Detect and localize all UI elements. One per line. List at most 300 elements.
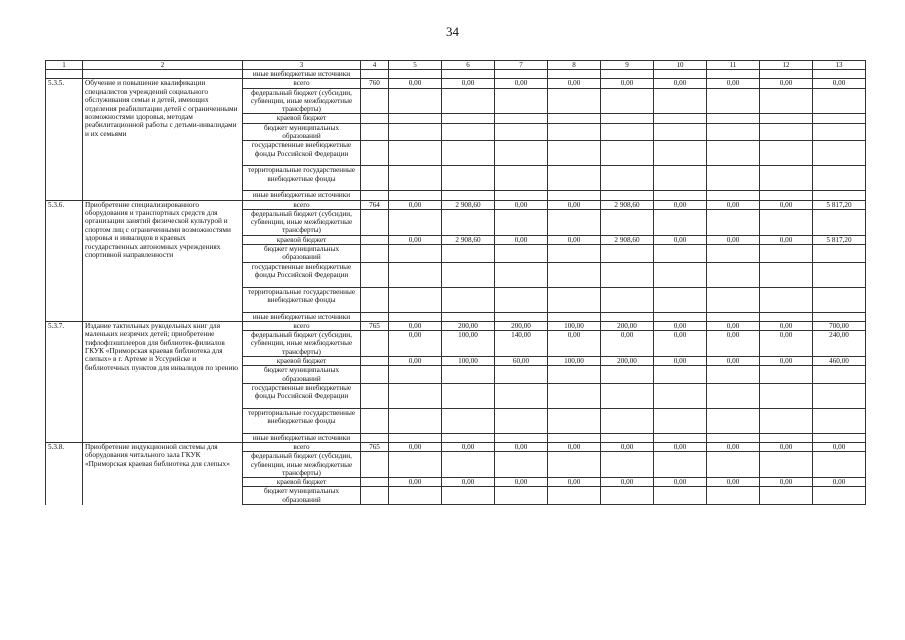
value-cell	[495, 191, 548, 200]
budget-table	[45, 60, 866, 505]
header-cell: 10	[654, 61, 707, 70]
row-code-col4	[361, 114, 389, 123]
value-cell	[813, 262, 866, 287]
value-cell	[760, 366, 813, 384]
value-cell: 0,00	[707, 321, 760, 330]
value-cell	[389, 141, 442, 166]
funding-source: бюджет муниципальных образований	[243, 487, 361, 505]
row-code-col4	[361, 141, 389, 166]
value-cell	[654, 88, 707, 114]
value-cell	[389, 262, 442, 287]
value-cell	[442, 166, 495, 191]
value-cell	[495, 262, 548, 287]
header-cell: 11	[707, 61, 760, 70]
value-cell: 0,00	[389, 321, 442, 330]
value-cell: 0,00	[654, 200, 707, 209]
funding-source: всего	[243, 200, 361, 209]
value-cell	[760, 123, 813, 141]
value-cell	[601, 433, 654, 442]
value-cell: 0,00	[760, 478, 813, 487]
value-cell	[654, 433, 707, 442]
value-cell	[548, 244, 601, 262]
value-cell	[601, 452, 654, 478]
value-cell	[548, 114, 601, 123]
value-cell	[760, 141, 813, 166]
value-cell	[707, 312, 760, 321]
value-cell	[654, 452, 707, 478]
value-cell	[601, 262, 654, 287]
value-cell: 0,00	[389, 478, 442, 487]
funding-source: иные внебюджетные источники	[243, 70, 361, 79]
funding-source: государственные внебюджетные фонды Российской Федерации	[243, 141, 361, 166]
value-cell	[813, 123, 866, 141]
header-cell: 6	[442, 61, 495, 70]
value-cell	[707, 166, 760, 191]
value-cell	[495, 287, 548, 312]
value-cell	[707, 88, 760, 114]
value-cell: 0,00	[495, 443, 548, 452]
value-cell	[389, 114, 442, 123]
value-cell	[760, 262, 813, 287]
row-code: 5.3.6.	[46, 200, 83, 321]
value-cell	[442, 209, 495, 235]
value-cell	[442, 141, 495, 166]
value-cell	[389, 487, 442, 505]
row-code-col4	[361, 191, 389, 200]
value-cell: 0,00	[389, 331, 442, 357]
funding-source: федеральный бюджет (субсидии, субвенции, иные межбюджетные трансферты)	[243, 88, 361, 114]
value-cell	[389, 166, 442, 191]
value-cell	[707, 383, 760, 408]
value-cell: 0,00	[813, 478, 866, 487]
value-cell: 0,00	[760, 443, 813, 452]
value-cell	[813, 141, 866, 166]
value-cell: 0,00	[654, 331, 707, 357]
value-cell	[389, 191, 442, 200]
value-cell	[813, 383, 866, 408]
row-code-col4: 765	[361, 443, 389, 452]
value-cell: 0,00	[760, 79, 813, 88]
value-cell: 0,00	[813, 79, 866, 88]
value-cell	[442, 244, 495, 262]
row-code: 5.3.7.	[46, 321, 83, 442]
funding-source: краевой бюджет	[243, 356, 361, 365]
value-cell	[548, 433, 601, 442]
value-cell	[389, 433, 442, 442]
value-cell	[495, 244, 548, 262]
value-cell	[760, 433, 813, 442]
value-cell: 0,00	[654, 235, 707, 244]
value-cell	[548, 209, 601, 235]
header-cell: 2	[83, 61, 243, 70]
value-cell	[654, 123, 707, 141]
value-cell: 0,00	[760, 200, 813, 209]
value-cell	[548, 312, 601, 321]
value-cell	[760, 383, 813, 408]
funding-source: всего	[243, 443, 361, 452]
row-code-col4: 764	[361, 200, 389, 209]
value-cell: 0,00	[548, 79, 601, 88]
value-cell: 0,00	[548, 478, 601, 487]
funding-source: федеральный бюджет (субсидии, субвенции, иные межбюджетные трансферты)	[243, 209, 361, 235]
value-cell	[442, 487, 495, 505]
value-cell	[548, 366, 601, 384]
value-cell	[442, 312, 495, 321]
funding-source: бюджет муниципальных образований	[243, 366, 361, 384]
value-cell	[813, 244, 866, 262]
row-title: Приобретение специализированного оборудования и транспортных средств для организации занятий физической культурой и спортом лиц с ограниченными возможностями здоровья и инвалидов в краевых государственных автономных учреждениях спортивной направленности	[83, 200, 243, 321]
funding-source: краевой бюджет	[243, 478, 361, 487]
value-cell	[813, 312, 866, 321]
value-cell: 0,00	[389, 200, 442, 209]
value-cell	[813, 487, 866, 505]
table-row	[46, 443, 866, 452]
value-cell: 0,00	[495, 79, 548, 88]
value-cell: 0,00	[495, 200, 548, 209]
value-cell	[654, 487, 707, 505]
funding-source: всего	[243, 79, 361, 88]
value-cell	[813, 166, 866, 191]
value-cell: 0,00	[601, 331, 654, 357]
table-row	[46, 79, 866, 88]
value-cell	[813, 114, 866, 123]
value-cell: 0,00	[707, 356, 760, 365]
value-cell: 0,00	[654, 356, 707, 365]
value-cell	[654, 383, 707, 408]
value-cell	[707, 191, 760, 200]
value-cell: 200,00	[495, 321, 548, 330]
funding-source: бюджет муниципальных образований	[243, 244, 361, 262]
value-cell: 0,00	[389, 235, 442, 244]
value-cell: 0,00	[707, 478, 760, 487]
funding-source: краевой бюджет	[243, 235, 361, 244]
value-cell	[707, 123, 760, 141]
value-cell	[389, 408, 442, 433]
row-title: Издание тактильных рукодельных книг для маленьких незрячих детей; приобретение тифлофлэшплееров для библиотек-филиалов ГКУК «Приморская краевая библиотека для слепых» в г. Артеме и Уссурийске и библиотечных пунктов для инвалидов по зрению	[83, 321, 243, 442]
value-cell: 60,00	[495, 356, 548, 365]
value-cell	[548, 408, 601, 433]
value-cell	[442, 452, 495, 478]
row-code-col4	[361, 331, 389, 357]
value-cell	[389, 209, 442, 235]
value-cell	[601, 141, 654, 166]
value-cell	[760, 88, 813, 114]
funding-source: краевой бюджет	[243, 114, 361, 123]
value-cell	[389, 312, 442, 321]
row-code-col4	[361, 433, 389, 442]
value-cell	[495, 433, 548, 442]
value-cell	[707, 366, 760, 384]
value-cell	[495, 452, 548, 478]
value-cell	[601, 244, 654, 262]
value-cell: 200,00	[601, 356, 654, 365]
value-cell	[442, 366, 495, 384]
funding-source: территориальные государственные внебюджетные фонды	[243, 287, 361, 312]
funding-source: территориальные государственные внебюджетные фонды	[243, 166, 361, 191]
header-cell: 5	[389, 61, 442, 70]
value-cell	[389, 452, 442, 478]
value-cell: 0,00	[495, 235, 548, 244]
value-cell	[654, 262, 707, 287]
value-cell	[707, 209, 760, 235]
value-cell: 100,00	[442, 356, 495, 365]
row-code-col4	[361, 487, 389, 505]
value-cell	[760, 244, 813, 262]
value-cell: 0,00	[442, 443, 495, 452]
value-cell	[654, 408, 707, 433]
value-cell	[707, 244, 760, 262]
value-cell	[813, 452, 866, 478]
value-cell	[654, 366, 707, 384]
header-cell: 13	[813, 61, 866, 70]
value-cell	[495, 312, 548, 321]
value-cell	[601, 123, 654, 141]
value-cell	[707, 452, 760, 478]
value-cell	[654, 166, 707, 191]
value-cell	[601, 191, 654, 200]
value-cell: 2 908,60	[442, 200, 495, 209]
value-cell: 0,00	[813, 443, 866, 452]
value-cell: 240,00	[813, 331, 866, 357]
value-cell	[760, 209, 813, 235]
value-cell	[495, 166, 548, 191]
value-cell	[495, 114, 548, 123]
value-cell	[654, 312, 707, 321]
funding-source: всего	[243, 321, 361, 330]
value-cell	[654, 114, 707, 123]
value-cell	[389, 123, 442, 141]
value-cell	[813, 209, 866, 235]
value-cell	[813, 433, 866, 442]
value-cell: 0,00	[389, 79, 442, 88]
row-code-col4	[361, 166, 389, 191]
value-cell	[495, 487, 548, 505]
row-title: Обучение и повышение квалификации специалистов учреждений социального обслуживания семьи и детей, имеющих отделения реабилитации детей с ограниченными возможностями здоровья, методам реабилитационной работы с детьми-инвалидами и их семьями	[83, 79, 243, 200]
value-cell: 0,00	[707, 79, 760, 88]
row-code-col4	[361, 287, 389, 312]
value-cell	[548, 383, 601, 408]
value-cell: 0,00	[654, 443, 707, 452]
value-cell	[495, 209, 548, 235]
value-cell	[760, 287, 813, 312]
value-cell	[442, 287, 495, 312]
value-cell	[548, 452, 601, 478]
value-cell	[389, 244, 442, 262]
value-cell	[442, 191, 495, 200]
value-cell	[654, 287, 707, 312]
value-cell	[601, 88, 654, 114]
value-cell	[654, 191, 707, 200]
funding-source: государственные внебюджетные фонды Российской Федерации	[243, 262, 361, 287]
value-cell	[495, 123, 548, 141]
value-cell: 100,00	[442, 331, 495, 357]
value-cell: 0,00	[548, 443, 601, 452]
header-cell: 12	[760, 61, 813, 70]
value-cell: 0,00	[389, 443, 442, 452]
value-cell	[813, 408, 866, 433]
value-cell: 0,00	[601, 79, 654, 88]
funding-source: государственные внебюджетные фонды Российской Федерации	[243, 383, 361, 408]
table-row	[46, 321, 866, 330]
funding-source: иные внебюджетные источники	[243, 312, 361, 321]
value-cell	[601, 487, 654, 505]
value-cell	[813, 88, 866, 114]
value-cell	[495, 408, 548, 433]
table-body	[46, 70, 866, 505]
value-cell: 200,00	[601, 321, 654, 330]
value-cell	[813, 191, 866, 200]
row-code: 5.3.8.	[46, 443, 83, 505]
value-cell	[760, 452, 813, 478]
value-cell: 0,00	[495, 478, 548, 487]
value-cell: 2 908,60	[442, 235, 495, 244]
value-cell	[601, 166, 654, 191]
value-cell	[707, 433, 760, 442]
value-cell	[442, 383, 495, 408]
value-cell	[707, 262, 760, 287]
value-cell	[548, 262, 601, 287]
value-cell: 0,00	[707, 200, 760, 209]
value-cell: 0,00	[654, 79, 707, 88]
row-code-col4	[361, 383, 389, 408]
value-cell	[548, 166, 601, 191]
value-cell	[389, 88, 442, 114]
value-cell	[548, 141, 601, 166]
funding-source: иные внебюджетные источники	[243, 191, 361, 200]
value-cell: 2 908,60	[601, 200, 654, 209]
value-cell	[760, 114, 813, 123]
value-cell: 5 817,20	[813, 235, 866, 244]
value-cell	[442, 262, 495, 287]
value-cell	[654, 141, 707, 166]
header-cell: 9	[601, 61, 654, 70]
value-cell: 460,00	[813, 356, 866, 365]
value-cell	[442, 433, 495, 442]
table-row	[46, 200, 866, 209]
value-cell	[495, 141, 548, 166]
value-cell: 5 817,20	[813, 200, 866, 209]
row-code-col4	[361, 262, 389, 287]
row-code-col4: 765	[361, 321, 389, 330]
value-cell	[389, 383, 442, 408]
value-cell: 0,00	[389, 356, 442, 365]
value-cell	[813, 366, 866, 384]
row-code: 5.3.5.	[46, 79, 83, 200]
value-cell	[760, 487, 813, 505]
value-cell: 0,00	[707, 331, 760, 357]
value-cell	[601, 366, 654, 384]
funding-source: иные внебюджетные источники	[243, 433, 361, 442]
value-cell	[601, 312, 654, 321]
row-code-col4	[361, 244, 389, 262]
value-cell: 0,00	[601, 478, 654, 487]
value-cell: 0,00	[654, 478, 707, 487]
row-code-col4	[361, 235, 389, 244]
row-code-col4	[361, 452, 389, 478]
value-cell: 0,00	[548, 200, 601, 209]
value-cell	[495, 383, 548, 408]
value-cell	[707, 287, 760, 312]
value-cell: 2 908,60	[601, 235, 654, 244]
value-cell	[548, 287, 601, 312]
value-cell	[442, 123, 495, 141]
value-cell	[548, 191, 601, 200]
value-cell	[760, 166, 813, 191]
funding-source: федеральный бюджет (субсидии, субвенции, иные межбюджетные трансферты)	[243, 452, 361, 478]
value-cell: 0,00	[548, 331, 601, 357]
header-cell: 8	[548, 61, 601, 70]
value-cell	[442, 114, 495, 123]
value-cell: 0,00	[654, 321, 707, 330]
funding-source: бюджет муниципальных образований	[243, 123, 361, 141]
value-cell	[548, 123, 601, 141]
value-cell: 0,00	[601, 443, 654, 452]
value-cell: 0,00	[707, 235, 760, 244]
value-cell	[760, 191, 813, 200]
header-cell: 1	[46, 61, 83, 70]
value-cell	[495, 366, 548, 384]
value-cell: 100,00	[548, 356, 601, 365]
value-cell	[760, 408, 813, 433]
value-cell	[389, 366, 442, 384]
funding-source: федеральный бюджет (субсидии, субвенции, иные межбюджетные трансферты)	[243, 331, 361, 357]
row-code-col4	[361, 408, 389, 433]
value-cell: 0,00	[442, 478, 495, 487]
header-cell: 3	[243, 61, 361, 70]
value-cell: 200,00	[442, 321, 495, 330]
value-cell: 100,00	[548, 321, 601, 330]
value-cell	[601, 114, 654, 123]
value-cell: 0,00	[760, 235, 813, 244]
row-code-col4: 760	[361, 79, 389, 88]
value-cell	[601, 287, 654, 312]
row-code-col4	[361, 312, 389, 321]
value-cell	[389, 287, 442, 312]
value-cell	[442, 408, 495, 433]
value-cell	[601, 209, 654, 235]
value-cell	[495, 88, 548, 114]
row-code-col4	[361, 209, 389, 235]
page-number: 34	[446, 24, 459, 39]
value-cell	[601, 408, 654, 433]
row-code-col4	[361, 478, 389, 487]
header-cell: 7	[495, 61, 548, 70]
funding-source: территориальные государственные внебюджетные фонды	[243, 408, 361, 433]
row-code-col4	[361, 356, 389, 365]
header-cell: 4	[361, 61, 389, 70]
value-cell	[707, 114, 760, 123]
value-cell: 0,00	[442, 79, 495, 88]
row-code-col4	[361, 366, 389, 384]
value-cell: 700,00	[813, 321, 866, 330]
header-row	[46, 61, 866, 70]
value-cell	[548, 487, 601, 505]
value-cell: 0,00	[548, 235, 601, 244]
row-code-col4	[361, 123, 389, 141]
value-cell: 0,00	[760, 331, 813, 357]
value-cell: 0,00	[760, 356, 813, 365]
value-cell	[548, 88, 601, 114]
row-code-col4	[361, 88, 389, 114]
value-cell	[707, 408, 760, 433]
value-cell	[442, 88, 495, 114]
value-cell: 0,00	[760, 321, 813, 330]
value-cell: 140,00	[495, 331, 548, 357]
value-cell	[707, 487, 760, 505]
value-cell	[601, 383, 654, 408]
value-cell	[654, 209, 707, 235]
value-cell: 0,00	[707, 443, 760, 452]
